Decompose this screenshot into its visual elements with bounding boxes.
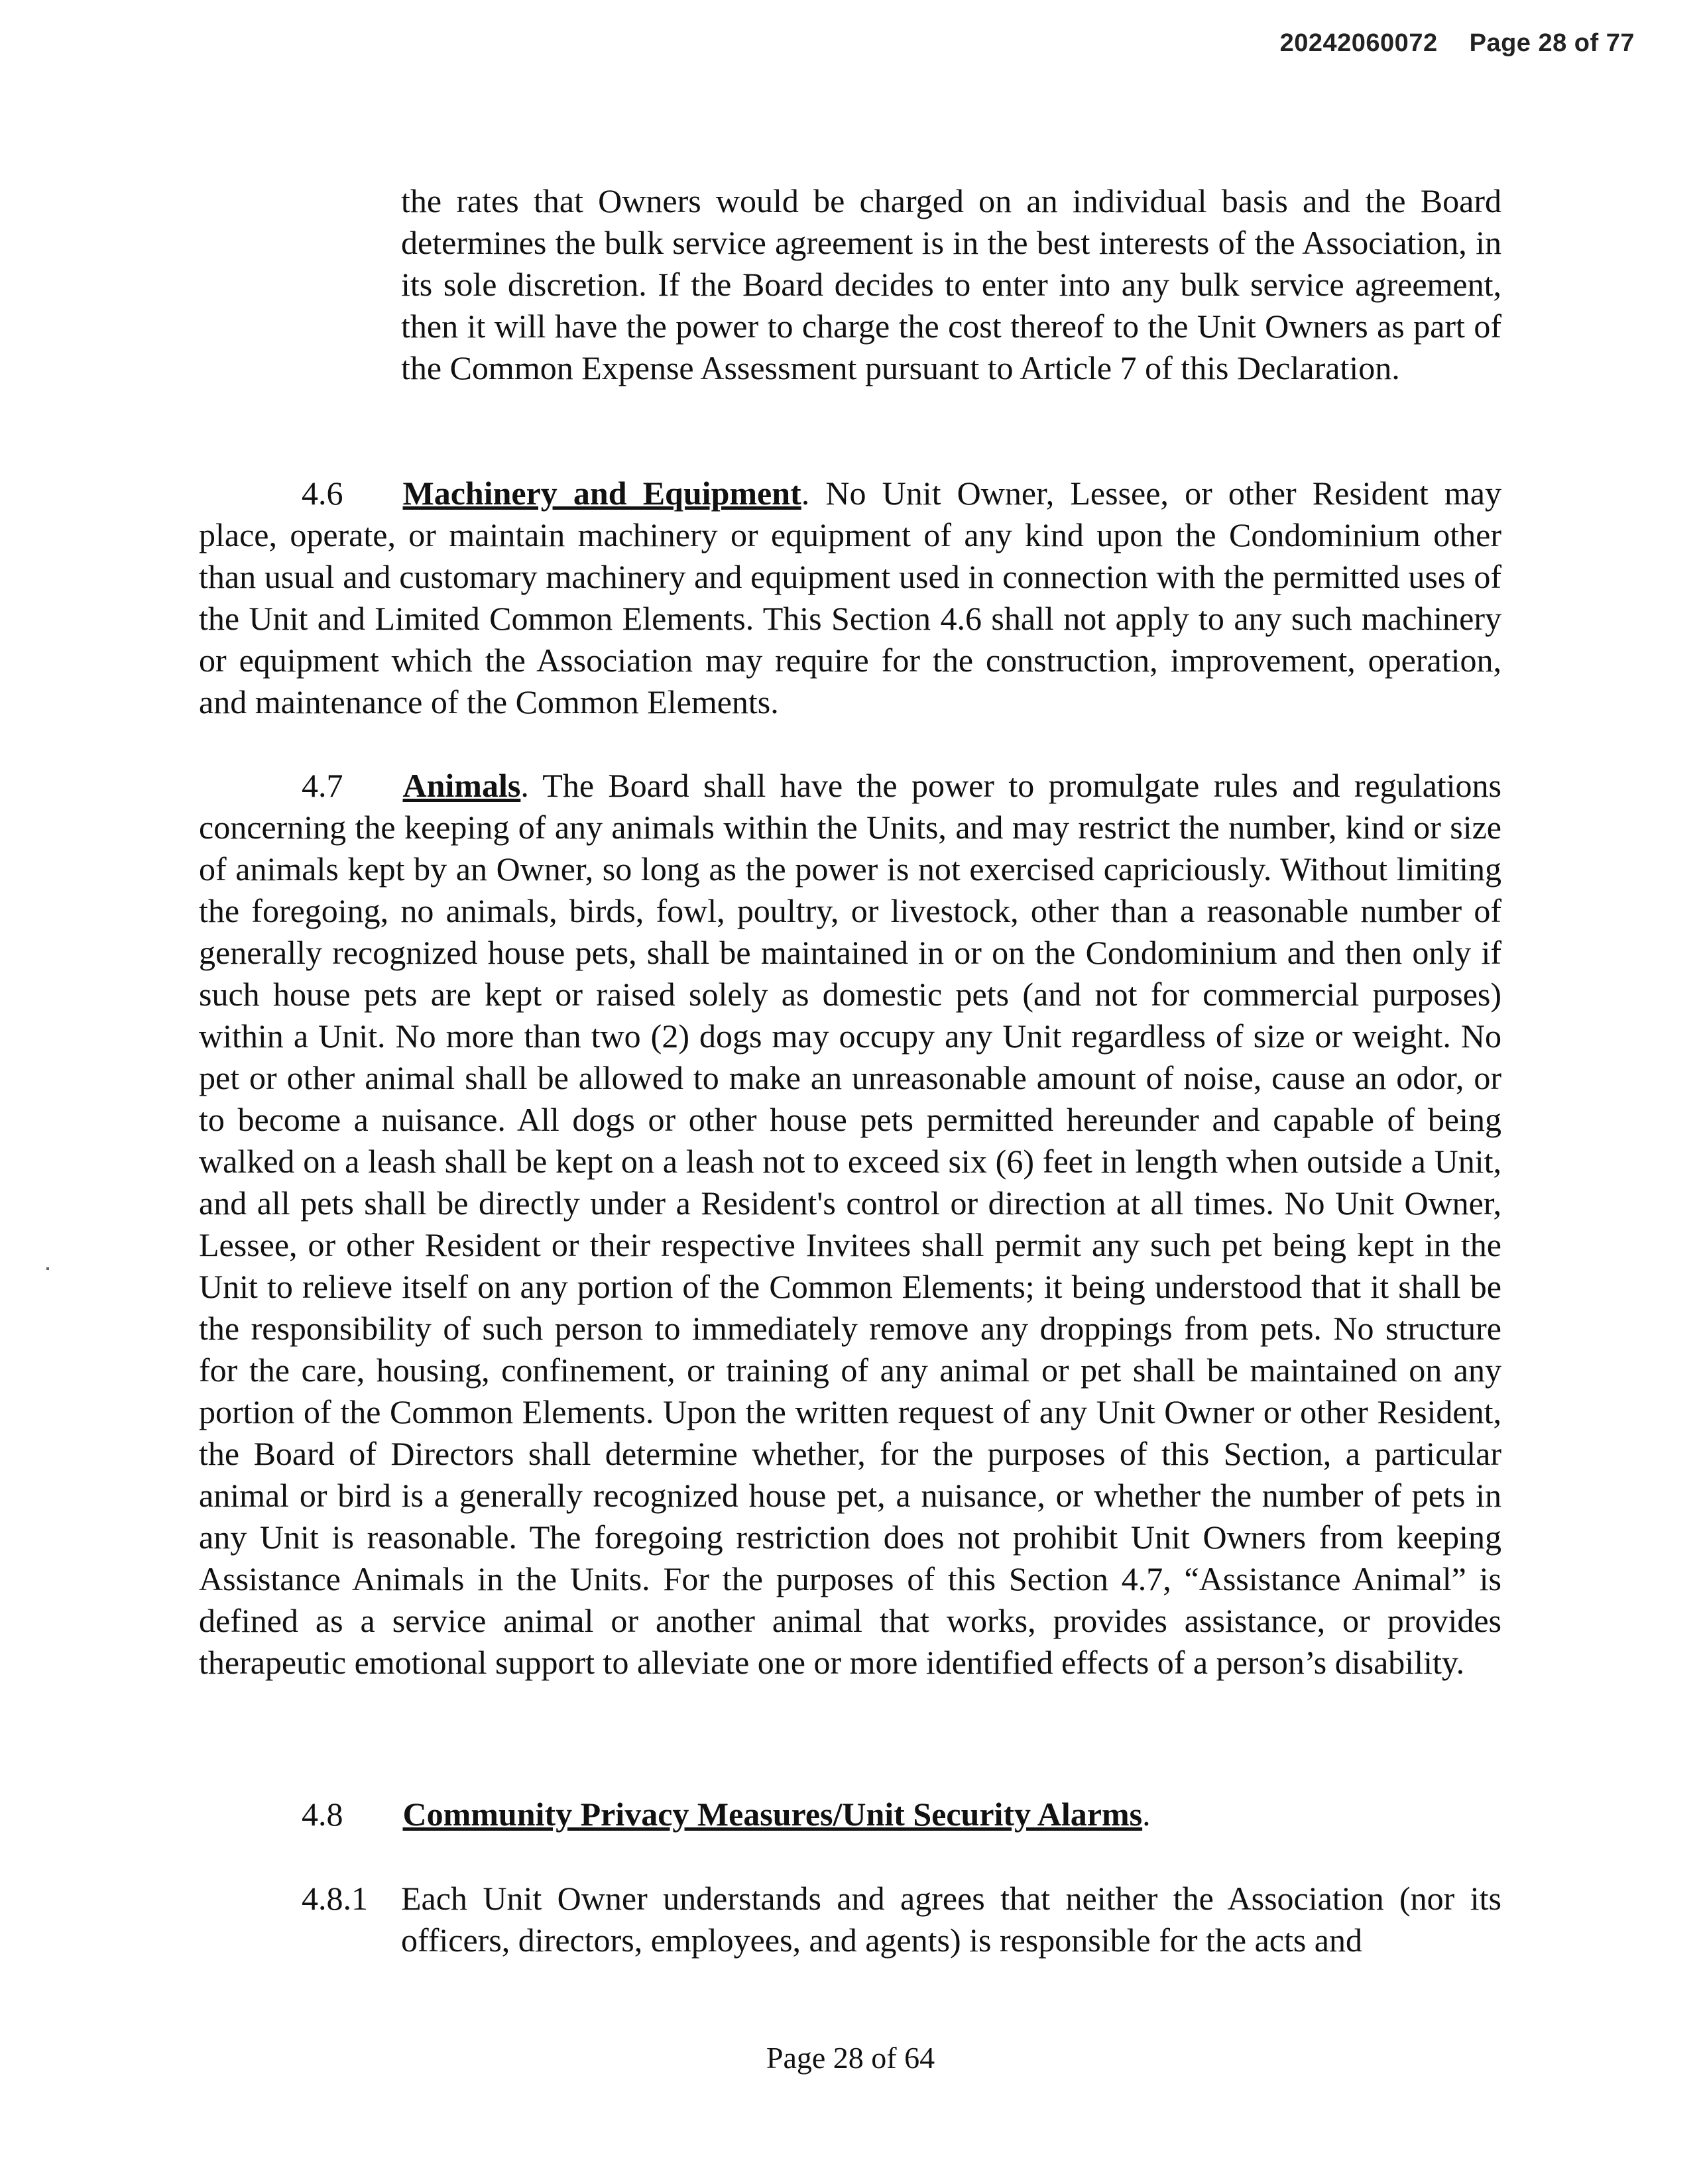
section-4-8-1-text: Each Unit Owner understands and agrees that neither the Association (nor its officers, directors, employees, and agents) is responsible for the acts and: [401, 1880, 1501, 1959]
section-4-8: [302, 1794, 1151, 1835]
section-4-8-1-number: 4.8.1: [302, 1880, 368, 1917]
section-title: Community Privacy Measures/Unit Security Alarms: [402, 1796, 1143, 1833]
section-text: . The Board shall have the power to promulgate rules and regulations concerning the keeping of any animals within the Units, and may restrict the number, kind or size of animals kept by an Owner, so long as the power is not exercised capriciously. Without limiting the foregoing, no animals, birds, fowl, poultry, or livestock, other than a reasonable number of generally recognized house pets, shall be maintained in or on the Condominium and then only if such house pets are kept or raised solely as domestic pets (and not for commercial purposes) within a Unit. No more than two (2) dogs may occupy any Unit regardless of size or weight. No pet or other animal shall be allowed to make an unreasonable amount of noise, cause an odor, or to become a nuisance. All dogs or other house pets permitted hereunder and capable of being walked on a leash shall be kept on a leash not to exceed six (6) feet in length when outside a Unit, and all pets shall be directly under a Resident's control or direction at all times. No Unit Owner, Lessee, or other Resident or their respective Invitees shall permit any such pet being kept in the Unit to relieve itself on any portion of the Common Elements; it being understood that it shall be the responsibility of such person to immediately remove any droppings from pets. No structure for the care, housing, confinement, or training of any animal or pet shall be maintained on any portion of the Common Elements. Upon the written request of any Unit Owner or other Resident, the Board of Directors shall determine whether, for the purposes of this Section, a particular animal or bird is a generally recognized house pet, a nuisance, or whether the number of pets in any Unit is reasonable. The foregoing restriction does not prohibit Unit Owners from keeping Assistance Animals in the Units. For the purposes of this Section 4.7, “Assistance Animal” is defined as a service animal or another animal that works, provides assistance, or provides therapeutic emotional support to alleviate one or more identified effects of a person’s disability.: [199, 767, 1501, 1681]
section-title: Animals: [402, 767, 521, 804]
section-title: Machinery and Equipment: [402, 475, 801, 512]
section-text: . No Unit Owner, Lessee, or other Resident may place, operate, or maintain machinery or equipment of any kind upon the Condominium other than usual and customary machinery and equipment used in connection with the permitted uses of the Unit and Limited Common Elements. This Section 4.6 shall not apply to any such machinery or equipment which the Association may require for the construction, improvement, operation, and maintenance of the Common Elements.: [199, 475, 1501, 720]
section-number: 4.6: [302, 475, 343, 512]
scan-speck: [46, 1267, 49, 1270]
section-number: 4.8: [302, 1796, 343, 1833]
section-4-6: [199, 473, 1501, 723]
document-header: [1280, 29, 1635, 58]
recording-page-label: Page 28 of 77: [1469, 29, 1635, 57]
continuation-paragraph: the rates that Owners would be charged on an individual basis and the Board determines the bulk service agreement is in the best interests of the Association, in its sole discretion. If the Board decides to enter into any bulk service agreement, then it will have the power to charge the cost thereof to the Unit Owners as part of the Common Expense Assessment pursuant to Article 7 of this Declaration.: [401, 182, 1501, 386]
page-footer: Page 28 of 64: [766, 2041, 935, 2075]
document-number: 20242060072: [1279, 29, 1438, 57]
section-text: .: [1142, 1796, 1151, 1833]
section-4-7: [199, 765, 1501, 1684]
section-number: 4.7: [302, 767, 343, 804]
